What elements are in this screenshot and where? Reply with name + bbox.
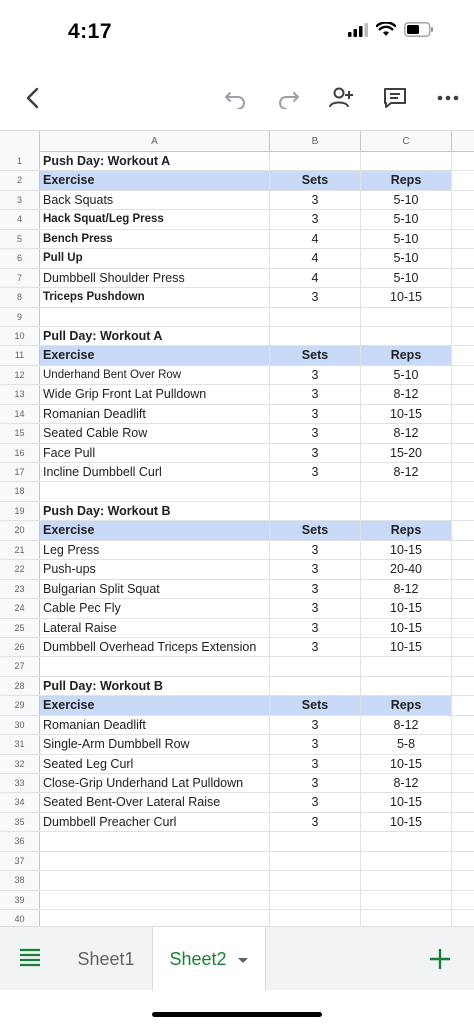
cell-b[interactable]: 3 <box>270 288 361 306</box>
cell-c[interactable]: 8-12 <box>361 424 452 442</box>
table-row <box>0 755 474 774</box>
cell-c[interactable]: 10-15 <box>361 541 452 559</box>
table-row <box>0 385 474 404</box>
cell-c[interactable]: 5-10 <box>361 269 452 287</box>
cell-b[interactable]: 3 <box>270 638 361 656</box>
table-row <box>0 444 474 463</box>
cell-c[interactable]: 5-8 <box>361 735 452 753</box>
table-row <box>0 346 474 365</box>
toolbar <box>0 70 474 126</box>
cell-b[interactable]: 3 <box>270 191 361 209</box>
cell-b[interactable]: 3 <box>270 813 361 831</box>
table-row <box>0 716 474 735</box>
cell-b[interactable]: 3 <box>270 210 361 228</box>
cell-b[interactable]: 3 <box>270 424 361 442</box>
cell-b[interactable]: Sets <box>270 521 361 539</box>
cell-b[interactable]: 3 <box>270 793 361 811</box>
cell-a[interactable]: Seated Cable Row <box>40 424 270 442</box>
cell-a[interactable] <box>40 308 270 326</box>
row-number[interactable]: 34 <box>0 793 40 811</box>
cell-b[interactable]: 3 <box>270 774 361 792</box>
row-number[interactable]: 19 <box>0 502 40 520</box>
cell-b[interactable] <box>270 502 361 520</box>
cell-c[interactable]: 20-40 <box>361 560 452 578</box>
table-row <box>0 599 474 618</box>
table-row <box>0 502 474 521</box>
row-number[interactable]: 22 <box>0 560 40 578</box>
add-sheet-icon[interactable] <box>426 945 454 973</box>
cell-a[interactable] <box>40 832 270 850</box>
cell-a[interactable]: Dumbbell Shoulder Press <box>40 269 270 287</box>
row-number[interactable]: 4 <box>0 210 40 228</box>
cell-a[interactable] <box>40 657 270 675</box>
cell-b[interactable]: 3 <box>270 580 361 598</box>
row-number[interactable]: 8 <box>0 288 40 306</box>
cell-c[interactable]: 8-12 <box>361 774 452 792</box>
cell-b[interactable]: 3 <box>270 541 361 559</box>
cell-b[interactable]: 3 <box>270 735 361 753</box>
cell-c[interactable] <box>361 502 452 520</box>
cell-c[interactable] <box>361 657 452 675</box>
cell-a[interactable]: Exercise <box>40 346 270 364</box>
cell-c[interactable]: 15-20 <box>361 444 452 462</box>
table-row <box>0 619 474 638</box>
table-row <box>0 152 474 171</box>
row-number[interactable]: 17 <box>0 463 40 481</box>
cell-a[interactable]: Leg Press <box>40 541 270 559</box>
cell-b[interactable]: 3 <box>270 463 361 481</box>
cell-a[interactable]: Push Day: Workout B <box>40 502 270 520</box>
table-row <box>0 638 474 657</box>
cell-a[interactable]: Romanian Deadlift <box>40 405 270 423</box>
table-row <box>0 463 474 482</box>
status-time: 4:17 <box>68 20 113 43</box>
cell-a[interactable]: Face Pull <box>40 444 270 462</box>
cell-a[interactable]: Incline Dumbbell Curl <box>40 463 270 481</box>
sheet-tab-label: Sheet2 <box>169 948 227 969</box>
cell-c[interactable] <box>361 677 452 695</box>
row-number[interactable]: 39 <box>0 891 40 909</box>
row-number[interactable]: 30 <box>0 716 40 734</box>
redo-icon[interactable] <box>274 84 302 112</box>
row-number[interactable]: 36 <box>0 832 40 850</box>
cell-b[interactable] <box>270 657 361 675</box>
table-row <box>0 657 474 676</box>
cell-c[interactable] <box>361 832 452 850</box>
cell-b[interactable]: 3 <box>270 755 361 773</box>
table-row <box>0 735 474 754</box>
cell-b[interactable] <box>270 308 361 326</box>
cell-a[interactable]: Pull Up <box>40 249 270 267</box>
table-row <box>0 308 474 327</box>
row-number[interactable]: 35 <box>0 813 40 831</box>
table-row <box>0 560 474 579</box>
cell-c[interactable]: 10-15 <box>361 288 452 306</box>
cell-c[interactable] <box>361 871 452 889</box>
cell-c[interactable]: Reps <box>361 521 452 539</box>
cell-c[interactable]: 10-15 <box>361 599 452 617</box>
cell-c[interactable]: 8-12 <box>361 463 452 481</box>
cell-a[interactable]: Romanian Deadlift <box>40 716 270 734</box>
cell-a[interactable]: Seated Bent-Over Lateral Raise <box>40 793 270 811</box>
cell-a[interactable]: Hack Squat/Leg Press <box>40 210 270 228</box>
cell-a[interactable]: Single-Arm Dumbbell Row <box>40 735 270 753</box>
comment-icon[interactable] <box>381 84 409 112</box>
cell-a[interactable]: Bench Press <box>40 230 270 248</box>
cell-c[interactable]: 5-10 <box>361 191 452 209</box>
row-number[interactable]: 5 <box>0 230 40 248</box>
battery-icon <box>404 22 434 42</box>
cell-c[interactable]: Reps <box>361 346 452 364</box>
cell-b[interactable]: 4 <box>270 269 361 287</box>
cell-b[interactable]: 3 <box>270 405 361 423</box>
table-row <box>0 832 474 851</box>
table-row <box>0 424 474 443</box>
cell-b[interactable]: 3 <box>270 716 361 734</box>
row-number[interactable]: 16 <box>0 444 40 462</box>
row-number[interactable]: 31 <box>0 735 40 753</box>
row-number[interactable]: 29 <box>0 696 40 714</box>
cell-a[interactable]: Bulgarian Split Squat <box>40 580 270 598</box>
cell-c[interactable]: 10-15 <box>361 755 452 773</box>
undo-icon[interactable] <box>222 84 250 112</box>
column-header-c[interactable]: C <box>361 131 452 152</box>
status-bar <box>0 0 474 62</box>
table-row <box>0 813 474 832</box>
column-header-row <box>0 130 474 152</box>
cell-a[interactable]: Dumbbell Preacher Curl <box>40 813 270 831</box>
table-row <box>0 852 474 871</box>
status-icons <box>348 22 434 42</box>
table-row <box>0 191 474 210</box>
cell-b[interactable]: Sets <box>270 171 361 189</box>
cell-c[interactable]: 8-12 <box>361 385 452 403</box>
row-number[interactable]: 7 <box>0 269 40 287</box>
cell-a[interactable]: Exercise <box>40 171 270 189</box>
cell-b[interactable] <box>270 871 361 889</box>
cell-c[interactable]: 5-10 <box>361 210 452 228</box>
back-icon[interactable] <box>19 84 47 112</box>
cell-a[interactable]: Triceps Pushdown <box>40 288 270 306</box>
cell-c[interactable]: 5-10 <box>361 249 452 267</box>
cell-c[interactable] <box>361 891 452 909</box>
cell-a[interactable] <box>40 891 270 909</box>
table-row <box>0 891 474 910</box>
row-number[interactable]: 26 <box>0 638 40 656</box>
cell-a[interactable] <box>40 852 270 870</box>
spreadsheet-grid[interactable] <box>0 130 474 930</box>
table-row <box>0 482 474 501</box>
cell-b[interactable]: 3 <box>270 560 361 578</box>
cell-a[interactable]: Push Day: Workout A <box>40 152 270 170</box>
row-number[interactable]: 20 <box>0 521 40 539</box>
all-sheets-menu-icon[interactable] <box>18 947 44 971</box>
cell-c[interactable]: 10-15 <box>361 813 452 831</box>
cell-c[interactable] <box>361 308 452 326</box>
cell-a[interactable]: Exercise <box>40 696 270 714</box>
sheet-tab-sheet2[interactable] <box>152 927 266 991</box>
sheet-tab-sheet1[interactable] <box>62 927 150 991</box>
row-number[interactable]: 14 <box>0 405 40 423</box>
cell-a[interactable]: Dumbbell Overhead Triceps Extension <box>40 638 270 656</box>
cell-a[interactable]: Push-ups <box>40 560 270 578</box>
row-number[interactable]: 13 <box>0 385 40 403</box>
cell-a[interactable] <box>40 482 270 500</box>
cell-c[interactable]: 10-15 <box>361 619 452 637</box>
table-row <box>0 210 474 229</box>
table-row <box>0 541 474 560</box>
column-header-a[interactable]: A <box>40 131 270 152</box>
cell-b[interactable]: 4 <box>270 230 361 248</box>
cell-a[interactable]: Pull Day: Workout B <box>40 677 270 695</box>
cell-a[interactable]: Pull Day: Workout A <box>40 327 270 345</box>
row-number[interactable]: 3 <box>0 191 40 209</box>
cell-a[interactable]: Underhand Bent Over Row <box>40 366 270 384</box>
cell-a[interactable]: Lateral Raise <box>40 619 270 637</box>
cell-a[interactable]: Cable Pec Fly <box>40 599 270 617</box>
row-number[interactable]: 37 <box>0 852 40 870</box>
cell-c[interactable]: 8-12 <box>361 580 452 598</box>
table-row <box>0 288 474 307</box>
table-row <box>0 696 474 715</box>
cell-c[interactable] <box>361 482 452 500</box>
row-number[interactable]: 32 <box>0 755 40 773</box>
row-number[interactable]: 23 <box>0 580 40 598</box>
cellular-signal-icon <box>348 23 368 42</box>
row-number[interactable]: 9 <box>0 308 40 326</box>
row-number[interactable]: 18 <box>0 482 40 500</box>
cell-c[interactable]: 5-10 <box>361 366 452 384</box>
table-row <box>0 171 474 190</box>
row-number[interactable]: 10 <box>0 327 40 345</box>
cell-b[interactable]: 3 <box>270 444 361 462</box>
table-row <box>0 230 474 249</box>
row-number[interactable]: 21 <box>0 541 40 559</box>
more-icon[interactable] <box>434 84 462 112</box>
cell-a[interactable]: Exercise <box>40 521 270 539</box>
cell-c[interactable]: Reps <box>361 171 452 189</box>
cell-b[interactable] <box>270 482 361 500</box>
cell-c[interactable]: 10-15 <box>361 638 452 656</box>
sheet-tab-bar <box>0 926 474 990</box>
row-number[interactable]: 1 <box>0 152 40 170</box>
cell-b[interactable]: 3 <box>270 366 361 384</box>
cell-b[interactable]: 3 <box>270 619 361 637</box>
cell-b[interactable] <box>270 852 361 870</box>
cell-c[interactable] <box>361 327 452 345</box>
cell-a[interactable]: Seated Leg Curl <box>40 755 270 773</box>
cell-b[interactable]: Sets <box>270 346 361 364</box>
cell-b[interactable] <box>270 891 361 909</box>
wifi-icon <box>376 22 396 42</box>
table-row <box>0 774 474 793</box>
cell-b[interactable]: 3 <box>270 599 361 617</box>
table-row <box>0 871 474 890</box>
grid-rows <box>0 152 474 930</box>
row-number[interactable]: 6 <box>0 249 40 267</box>
row-number[interactable]: 27 <box>0 657 40 675</box>
add-person-icon[interactable] <box>327 84 355 112</box>
table-row <box>0 249 474 268</box>
row-number[interactable]: 33 <box>0 774 40 792</box>
column-header-b[interactable]: B <box>270 131 361 152</box>
table-row <box>0 366 474 385</box>
select-all-corner[interactable] <box>0 131 40 152</box>
table-row <box>0 677 474 696</box>
cell-b[interactable]: 3 <box>270 385 361 403</box>
row-number[interactable]: 12 <box>0 366 40 384</box>
cell-c[interactable]: Reps <box>361 696 452 714</box>
cell-c[interactable]: 10-15 <box>361 793 452 811</box>
table-row <box>0 580 474 599</box>
row-number[interactable]: 38 <box>0 871 40 889</box>
sheet-tab-label: Sheet1 <box>77 948 135 969</box>
cell-a[interactable]: Wide Grip Front Lat Pulldown <box>40 385 270 403</box>
row-number[interactable]: 25 <box>0 619 40 637</box>
table-row <box>0 793 474 812</box>
cell-b[interactable] <box>270 832 361 850</box>
home-indicator[interactable] <box>152 1012 322 1017</box>
row-number[interactable]: 2 <box>0 171 40 189</box>
cell-b[interactable] <box>270 327 361 345</box>
cell-b[interactable]: 4 <box>270 249 361 267</box>
cell-b[interactable]: Sets <box>270 696 361 714</box>
cell-a[interactable]: Back Squats <box>40 191 270 209</box>
row-number[interactable]: 40 <box>0 910 40 928</box>
cell-c[interactable] <box>361 152 452 170</box>
dropdown-arrow-icon[interactable] <box>237 949 249 970</box>
table-row <box>0 521 474 540</box>
cell-c[interactable] <box>361 852 452 870</box>
row-number[interactable]: 15 <box>0 424 40 442</box>
cell-c[interactable]: 5-10 <box>361 230 452 248</box>
row-number[interactable]: 28 <box>0 677 40 695</box>
cell-a[interactable]: Close-Grip Underhand Lat Pulldown <box>40 774 270 792</box>
cell-b[interactable] <box>270 677 361 695</box>
table-row <box>0 405 474 424</box>
table-row <box>0 269 474 288</box>
table-row <box>0 327 474 346</box>
cell-c[interactable]: 8-12 <box>361 716 452 734</box>
cell-b[interactable] <box>270 152 361 170</box>
row-number[interactable]: 24 <box>0 599 40 617</box>
cell-a[interactable] <box>40 871 270 889</box>
row-number[interactable]: 11 <box>0 346 40 364</box>
cell-c[interactable]: 10-15 <box>361 405 452 423</box>
